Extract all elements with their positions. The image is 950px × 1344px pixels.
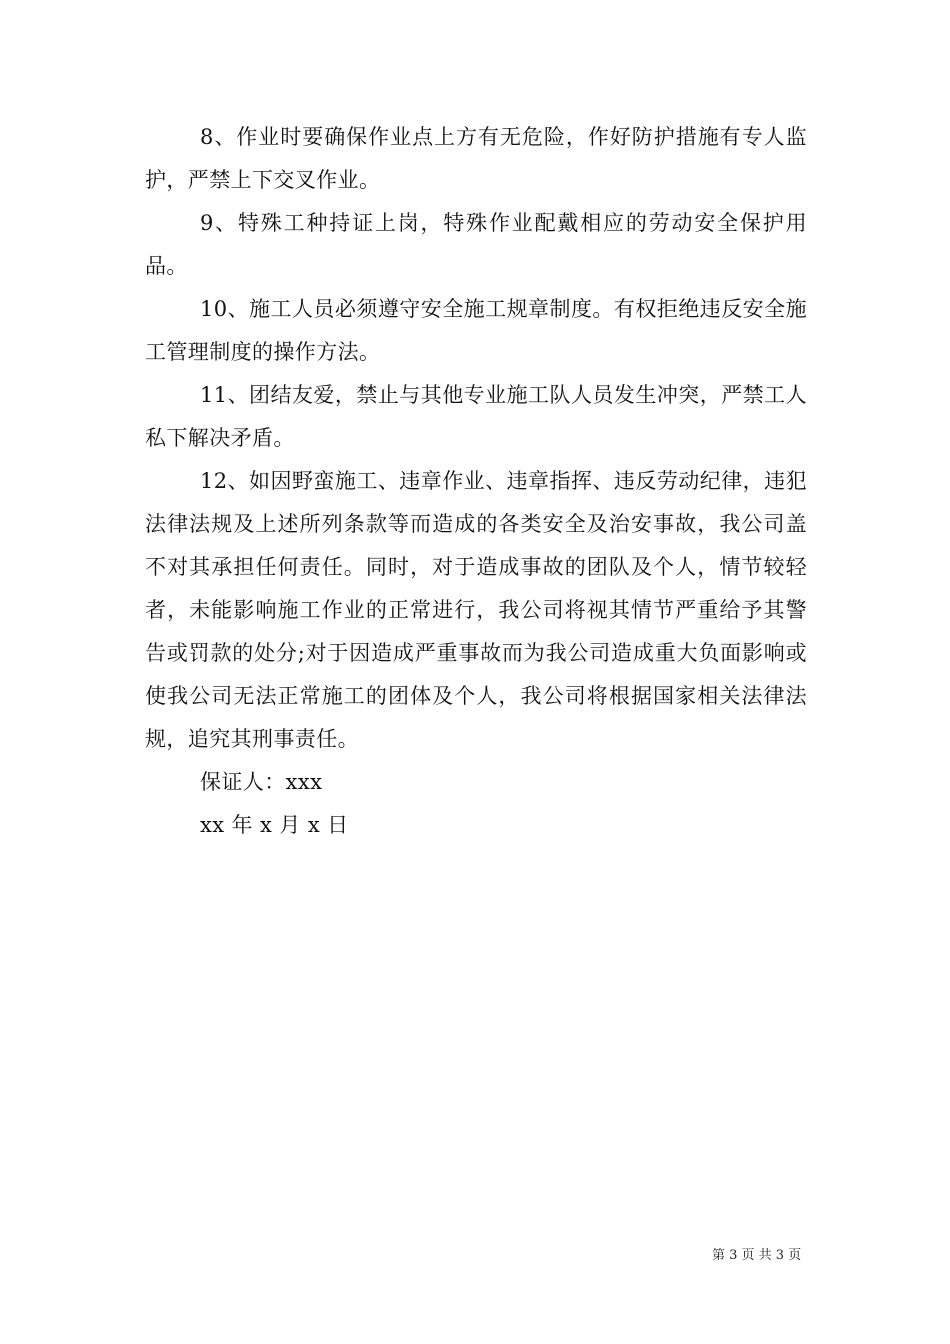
document-body (145, 116, 807, 847)
guarantor-line: 保证人：xxx (200, 770, 323, 794)
paragraph-item-11: 11、团结友爱，禁止与其他专业施工队人员发生冲突，严禁工人私下解决矛盾。 (145, 383, 807, 450)
paragraph-item-8: 8、作业时要确保作业点上方有无危险，作好防护措施有专人监护，严禁上下交叉作业。 (145, 125, 807, 192)
paragraph-item-9: 9、特殊工种持证上岗，特殊作业配戴相应的劳动安全保护用品。 (145, 211, 807, 278)
paragraph-item-12: 12、如因野蛮施工、违章作业、违章指挥、违反劳动纪律，违犯法律法规及上述所列条款等而造成的各类安全及治安事故，我公司盖不对其承担任何责任。同时，对于造成事故的团队及个人，情节较轻者，未能影响施工作业的正常进行，我公司将视其情节严重给予其警告或罚款的处分;对于因造成严重事故而为我公司造成重大负面影响或使我公司无法正常施工的团体及个人，我公司将根据国家相关法律法规，追究其刑事责任。 (145, 469, 807, 751)
page-number-footer: 第 3 页 共 3 页 (712, 1248, 802, 1263)
paragraph-item-10: 10、施工人员必须遵守安全施工规章制度。有权拒绝违反安全施工管理制度的操作方法。 (145, 297, 807, 364)
date-line: xx 年 x 月 x 日 (200, 813, 349, 837)
